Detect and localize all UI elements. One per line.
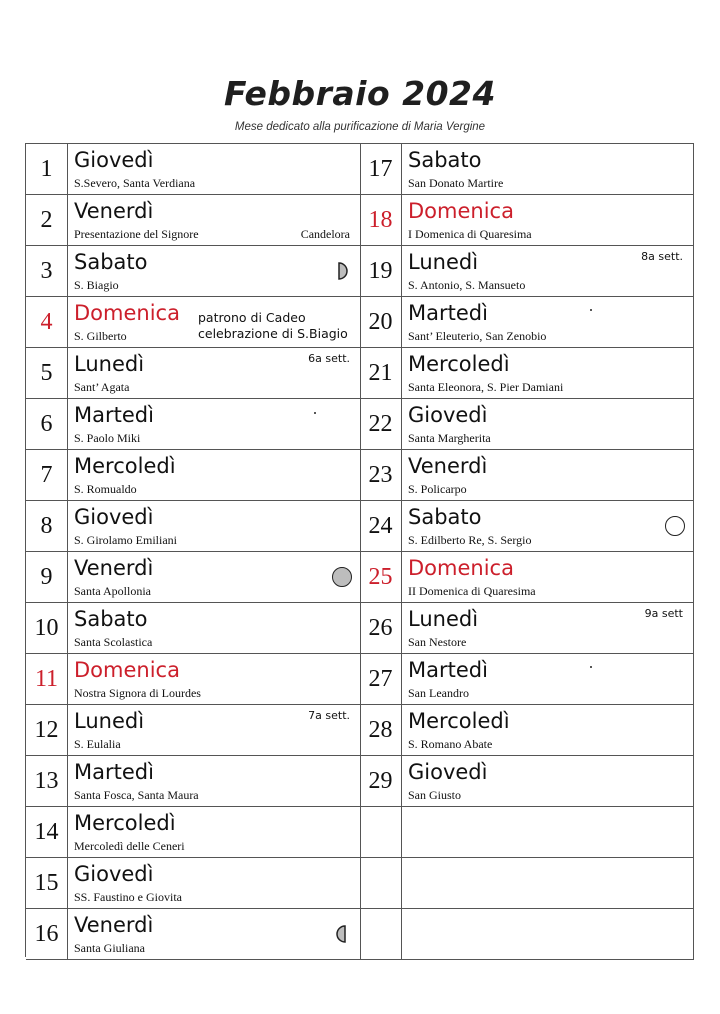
saint-name: S. Policarpo <box>408 482 467 496</box>
saint-name: S. Romualdo <box>74 482 137 496</box>
weekday-name: Martedì <box>408 301 488 325</box>
day-number: 20 <box>360 297 402 347</box>
day-number: 16 <box>26 909 68 959</box>
day-number: 27 <box>360 654 402 704</box>
feast-note: Candelora <box>300 227 350 241</box>
empty-row <box>360 909 694 960</box>
weekday-name: Martedì <box>74 403 154 427</box>
weekday-name: Domenica <box>408 556 514 580</box>
day-number: 2 <box>26 195 68 245</box>
calendar-title: Febbraio 2024 <box>224 74 496 113</box>
saint-name: Presentazione del Signore <box>74 227 199 241</box>
saint-name: Santa Margherita <box>408 431 491 445</box>
weekday-name: Sabato <box>74 607 148 631</box>
day-number: 5 <box>26 348 68 398</box>
day-row <box>26 450 361 501</box>
day-row <box>360 450 694 501</box>
day-number: 13 <box>26 756 68 806</box>
right-column <box>360 144 694 960</box>
day-number: 4 <box>26 297 68 347</box>
weekday-name: Sabato <box>408 505 482 529</box>
weekday-name: Giovedì <box>408 403 488 427</box>
saint-name: SS. Faustino e Giovita <box>74 890 183 904</box>
new-moon-icon <box>332 567 352 587</box>
day-row <box>360 246 694 297</box>
weekday-name: Martedì <box>74 760 154 784</box>
calendar-grid <box>25 143 694 957</box>
saint-name: Sant’ Agata <box>74 380 130 394</box>
saint-name: S. Antonio, S. Mansueto <box>408 278 526 292</box>
saint-name: Santa Apollonia <box>74 584 151 598</box>
day-number: 29 <box>360 756 402 806</box>
saint-name: San Leandro <box>408 686 469 700</box>
day-row <box>26 195 361 246</box>
weekday-name: Giovedì <box>408 760 488 784</box>
day-number: 21 <box>360 348 402 398</box>
empty-number-cell <box>360 858 402 908</box>
week-number: 9a sett <box>644 607 683 620</box>
day-row <box>26 297 361 348</box>
day-number: 8 <box>26 501 68 551</box>
weekday-name: Domenica <box>408 199 514 223</box>
weekday-name: Lunedì <box>74 709 145 733</box>
day-row <box>26 603 361 654</box>
weekday-name: Mercoledì <box>408 709 510 733</box>
day-row <box>360 144 694 195</box>
calendar-subtitle: Mese dedicato alla purificazione di Maria Vergine <box>234 121 486 133</box>
saint-name: Sant’ Eleuterio, San Zenobio <box>408 329 547 343</box>
dot-mark <box>590 666 592 668</box>
weekday-name: Giovedì <box>74 505 154 529</box>
day-row <box>26 858 361 909</box>
week-number: 7a sett. <box>308 709 350 722</box>
weekday-name: Lunedì <box>74 352 145 376</box>
saint-name: S. Romano Abate <box>408 737 493 751</box>
day-row <box>360 501 694 552</box>
weekday-name: Domenica <box>74 658 180 682</box>
day-number: 24 <box>360 501 402 551</box>
weekday-name: Lunedì <box>408 607 479 631</box>
day-row <box>26 756 361 807</box>
day-row <box>26 501 361 552</box>
full-moon-icon <box>665 516 685 536</box>
day-number: 23 <box>360 450 402 500</box>
saint-name: Santa Eleonora, S. Pier Damiani <box>408 380 564 394</box>
weekday-name: Giovedì <box>74 862 154 886</box>
dot-mark <box>590 309 592 311</box>
saint-name: San Nestore <box>408 635 467 649</box>
weekday-name: Venerdì <box>74 556 154 580</box>
day-number: 10 <box>26 603 68 653</box>
celebration-note: celebrazione di S.Biagio <box>198 326 348 341</box>
day-number: 6 <box>26 399 68 449</box>
saint-name: II Domenica di Quaresima <box>408 584 536 598</box>
day-row <box>26 399 361 450</box>
day-number: 22 <box>360 399 402 449</box>
day-row <box>26 705 361 756</box>
weekday-name: Venerdì <box>74 913 154 937</box>
weekday-name: Domenica <box>74 301 180 325</box>
day-row <box>26 909 361 960</box>
saint-name: S. Gilberto <box>74 329 127 343</box>
day-row <box>26 552 361 603</box>
saint-name: San Giusto <box>408 788 462 802</box>
day-row <box>26 144 361 195</box>
week-number: 8a sett. <box>641 250 683 263</box>
empty-number-cell <box>360 909 402 959</box>
saint-name: Santa Giuliana <box>74 941 145 955</box>
day-number: 17 <box>360 144 402 194</box>
saint-name: S. Biagio <box>74 278 119 292</box>
saint-name: I Domenica di Quaresima <box>408 227 532 241</box>
day-number: 9 <box>26 552 68 602</box>
day-number: 11 <box>26 654 68 704</box>
weekday-name: Sabato <box>74 250 148 274</box>
day-row <box>26 654 361 705</box>
day-number: 3 <box>26 246 68 296</box>
day-row <box>360 195 694 246</box>
day-number: 7 <box>26 450 68 500</box>
saint-name: Nostra Signora di Lourdes <box>74 686 201 700</box>
weekday-name: Lunedì <box>408 250 479 274</box>
saint-name: Santa Fosca, Santa Maura <box>74 788 199 802</box>
day-number: 14 <box>26 807 68 857</box>
dot-mark <box>314 412 316 414</box>
day-row <box>360 297 694 348</box>
saint-name: S. Paolo Miki <box>74 431 141 445</box>
day-row <box>26 246 361 297</box>
weekday-name: Giovedì <box>74 148 154 172</box>
day-number: 26 <box>360 603 402 653</box>
weekday-name: Venerdì <box>408 454 488 478</box>
saint-name: San Donato Martire <box>408 176 504 190</box>
saint-name: Santa Scolastica <box>74 635 153 649</box>
weekday-name: Mercoledì <box>408 352 510 376</box>
weekday-name: Mercoledì <box>74 454 176 478</box>
day-number: 12 <box>26 705 68 755</box>
day-row <box>26 348 361 399</box>
day-number: 18 <box>360 195 402 245</box>
first-quarter-icon <box>332 261 352 281</box>
day-row <box>26 807 361 858</box>
week-number: 6a sett. <box>308 352 350 365</box>
day-row <box>360 705 694 756</box>
day-number: 1 <box>26 144 68 194</box>
weekday-name: Mercoledì <box>74 811 176 835</box>
saint-name: S. Edilberto Re, S. Sergio <box>408 533 532 547</box>
day-number: 25 <box>360 552 402 602</box>
left-column <box>26 144 361 960</box>
weekday-name: Sabato <box>408 148 482 172</box>
saint-name: S.Severo, Santa Verdiana <box>74 176 196 190</box>
saint-name: S. Girolamo Emiliani <box>74 533 177 547</box>
day-row <box>360 654 694 705</box>
day-number: 28 <box>360 705 402 755</box>
saint-name: Mercoledì delle Ceneri <box>74 839 185 853</box>
empty-row <box>360 807 694 858</box>
day-row <box>360 348 694 399</box>
day-number: 19 <box>360 246 402 296</box>
saint-name: S. Eulalia <box>74 737 121 751</box>
weekday-name: Martedì <box>408 658 488 682</box>
empty-number-cell <box>360 807 402 857</box>
day-row <box>360 756 694 807</box>
weekday-name: Venerdì <box>74 199 154 223</box>
patron-note: patrono di Cadeo <box>198 310 306 325</box>
day-row <box>360 603 694 654</box>
day-number: 15 <box>26 858 68 908</box>
day-row <box>360 399 694 450</box>
empty-row <box>360 858 694 909</box>
day-row <box>360 552 694 603</box>
last-quarter-icon <box>332 924 352 944</box>
